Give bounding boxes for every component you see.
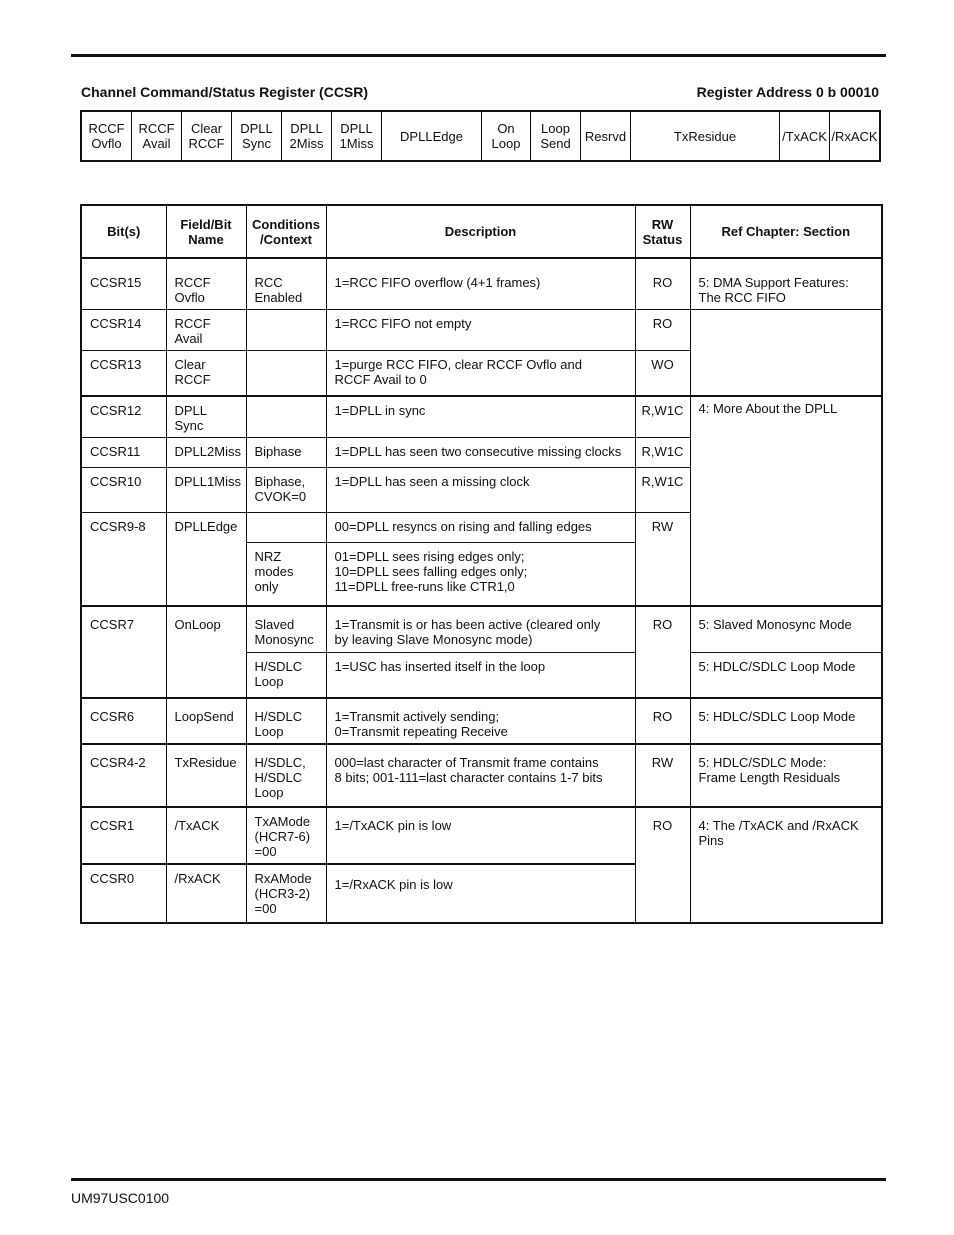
bit-field-diagram — [80, 110, 881, 162]
col-header-rw-status: RW Status — [635, 205, 690, 258]
cell-rw: RO — [635, 606, 690, 698]
cell-conditions — [246, 512, 326, 542]
col-header-bits: Bit(s) — [81, 205, 166, 258]
bit-cell: Resrvd — [581, 112, 631, 160]
cell-bits: CCSR4-2 — [81, 744, 166, 807]
cell-field: DPLLEdge — [166, 512, 246, 606]
top-rule — [71, 54, 886, 57]
cell-description: 1=RCC FIFO overflow (4+1 frames) — [326, 258, 635, 310]
cell-bits: CCSR11 — [81, 437, 166, 467]
cell-conditions: H/SDLC Loop — [246, 652, 326, 698]
bit-cell: Clear RCCF — [182, 112, 232, 160]
cell-conditions: Slaved Monosync — [246, 606, 326, 652]
cell-description: 1=DPLL has seen two consecutive missing clocks — [326, 437, 635, 467]
bit-cell: DPLL 1Miss — [332, 112, 382, 160]
cell-ref: 4: More About the DPLL — [690, 396, 882, 607]
cell-bits: CCSR14 — [81, 310, 166, 351]
cell-field: LoopSend — [166, 698, 246, 744]
cell-ref: 5: Slaved Monosync Mode — [690, 606, 882, 652]
bit-cell: /RxACK — [831, 128, 878, 144]
bit-cell: DPLL 2Miss — [282, 112, 332, 160]
cell-bits: CCSR13 — [81, 351, 166, 396]
bit-cell: Loop Send — [531, 112, 581, 160]
cell-description: 1=Transmit actively sending; 0=Transmit repeating Receive — [326, 698, 635, 744]
cell-conditions — [246, 396, 326, 438]
cell-description: 1=Transmit is or has been active (cleared only by leaving Slave Monosync mode) — [326, 606, 635, 652]
cell-field: RCCF Ovflo — [166, 258, 246, 310]
cell-description: 1=USC has inserted itself in the loop — [326, 652, 635, 698]
bit-cell: On Loop — [482, 112, 531, 160]
cell-rw: RO — [635, 310, 690, 351]
cell-description: 1=/RxACK pin is low — [326, 864, 635, 923]
bit-cell: /TxACK — [780, 112, 830, 160]
cell-rw: R,W1C — [635, 437, 690, 467]
cell-conditions: H/SDLC, H/SDLC Loop — [246, 744, 326, 807]
bit-cell: TxResidue — [631, 112, 780, 160]
document-id: UM97USC0100 — [71, 1190, 170, 1206]
cell-description: 01=DPLL sees rising edges only; 10=DPLL sees falling edges only; 11=DPLL free-runs like CTR1,0 — [326, 542, 635, 606]
bit-cell: DPLL Sync — [232, 112, 282, 160]
cell-field: /TxACK — [166, 807, 246, 864]
cell-conditions: RCC Enabled — [246, 258, 326, 310]
cell-description: 1=RCC FIFO not empty — [326, 310, 635, 351]
cell-rw: WO — [635, 351, 690, 396]
cell-description: 1=DPLL has seen a missing clock — [326, 467, 635, 512]
cell-rw: R,W1C — [635, 467, 690, 512]
cell-description: 1=DPLL in sync — [326, 396, 635, 438]
col-header-description: Description — [326, 205, 635, 258]
cell-bits: CCSR9-8 — [81, 512, 166, 606]
cell-conditions: Biphase — [246, 437, 326, 467]
cell-ref-empty — [690, 310, 882, 396]
cell-ref: 5: HDLC/SDLC Mode: Frame Length Residuals — [690, 744, 882, 807]
bit-cell: DPLLEdge — [382, 112, 482, 160]
cell-conditions: Biphase, CVOK=0 — [246, 467, 326, 512]
cell-description: 1=/TxACK pin is low — [326, 807, 635, 864]
cell-bits: CCSR6 — [81, 698, 166, 744]
cell-rw: RO — [635, 698, 690, 744]
bit-cell: RCCF Avail — [132, 112, 182, 160]
cell-rw: RO — [635, 807, 690, 923]
cell-rw: R,W1C — [635, 396, 690, 438]
col-header-ref: Ref Chapter: Section — [690, 205, 882, 258]
cell-bits: CCSR12 — [81, 396, 166, 438]
cell-field: /RxACK — [166, 864, 246, 923]
cell-description: 000=last character of Transmit frame contains 8 bits; 001-111=last character contains 1-7 bits — [326, 744, 635, 807]
cell-ref: 5: HDLC/SDLC Loop Mode — [690, 698, 882, 744]
cell-conditions: NRZ modes only — [246, 542, 326, 606]
cell-field: DPLL Sync — [166, 396, 246, 438]
col-header-conditions: Conditions /Context — [246, 205, 326, 258]
bit-cell: RCCF Ovflo — [82, 112, 132, 160]
cell-field: DPLL2Miss — [166, 437, 246, 467]
cell-bits: CCSR7 — [81, 606, 166, 698]
cell-field: DPLL1Miss — [166, 467, 246, 512]
cell-bits: CCSR1 — [81, 807, 166, 864]
cell-field: OnLoop — [166, 606, 246, 698]
register-title: Channel Command/Status Register (CCSR) — [81, 84, 369, 100]
cell-description: 1=purge RCC FIFO, clear RCCF Ovflo and RCCF Avail to 0 — [326, 351, 635, 396]
register-table — [80, 204, 883, 924]
register-address: Register Address 0 b 00010 — [696, 84, 879, 100]
col-header-field: Field/Bit Name — [166, 205, 246, 258]
cell-field: TxResidue — [166, 744, 246, 807]
cell-ref: 4: The /TxACK and /RxACK Pins — [690, 807, 882, 923]
cell-conditions: TxAMode (HCR7-6) =00 — [246, 807, 326, 864]
cell-conditions: H/SDLC Loop — [246, 698, 326, 744]
cell-bits: CCSR15 — [81, 258, 166, 310]
cell-rw: RW — [635, 512, 690, 606]
cell-field: Clear RCCF — [166, 351, 246, 396]
cell-conditions: RxAMode (HCR3-2) =00 — [246, 864, 326, 923]
bottom-rule — [71, 1178, 886, 1181]
cell-bits: CCSR0 — [81, 864, 166, 923]
cell-conditions — [246, 351, 326, 396]
cell-ref: 5: HDLC/SDLC Loop Mode — [690, 652, 882, 698]
cell-bits: CCSR10 — [81, 467, 166, 512]
cell-rw: RO — [635, 258, 690, 310]
cell-conditions — [246, 310, 326, 351]
cell-field: RCCF Avail — [166, 310, 246, 351]
cell-ref: 5: DMA Support Features: The RCC FIFO — [690, 258, 882, 310]
cell-description: 00=DPLL resyncs on rising and falling edges — [326, 512, 635, 542]
cell-rw: RW — [635, 744, 690, 807]
